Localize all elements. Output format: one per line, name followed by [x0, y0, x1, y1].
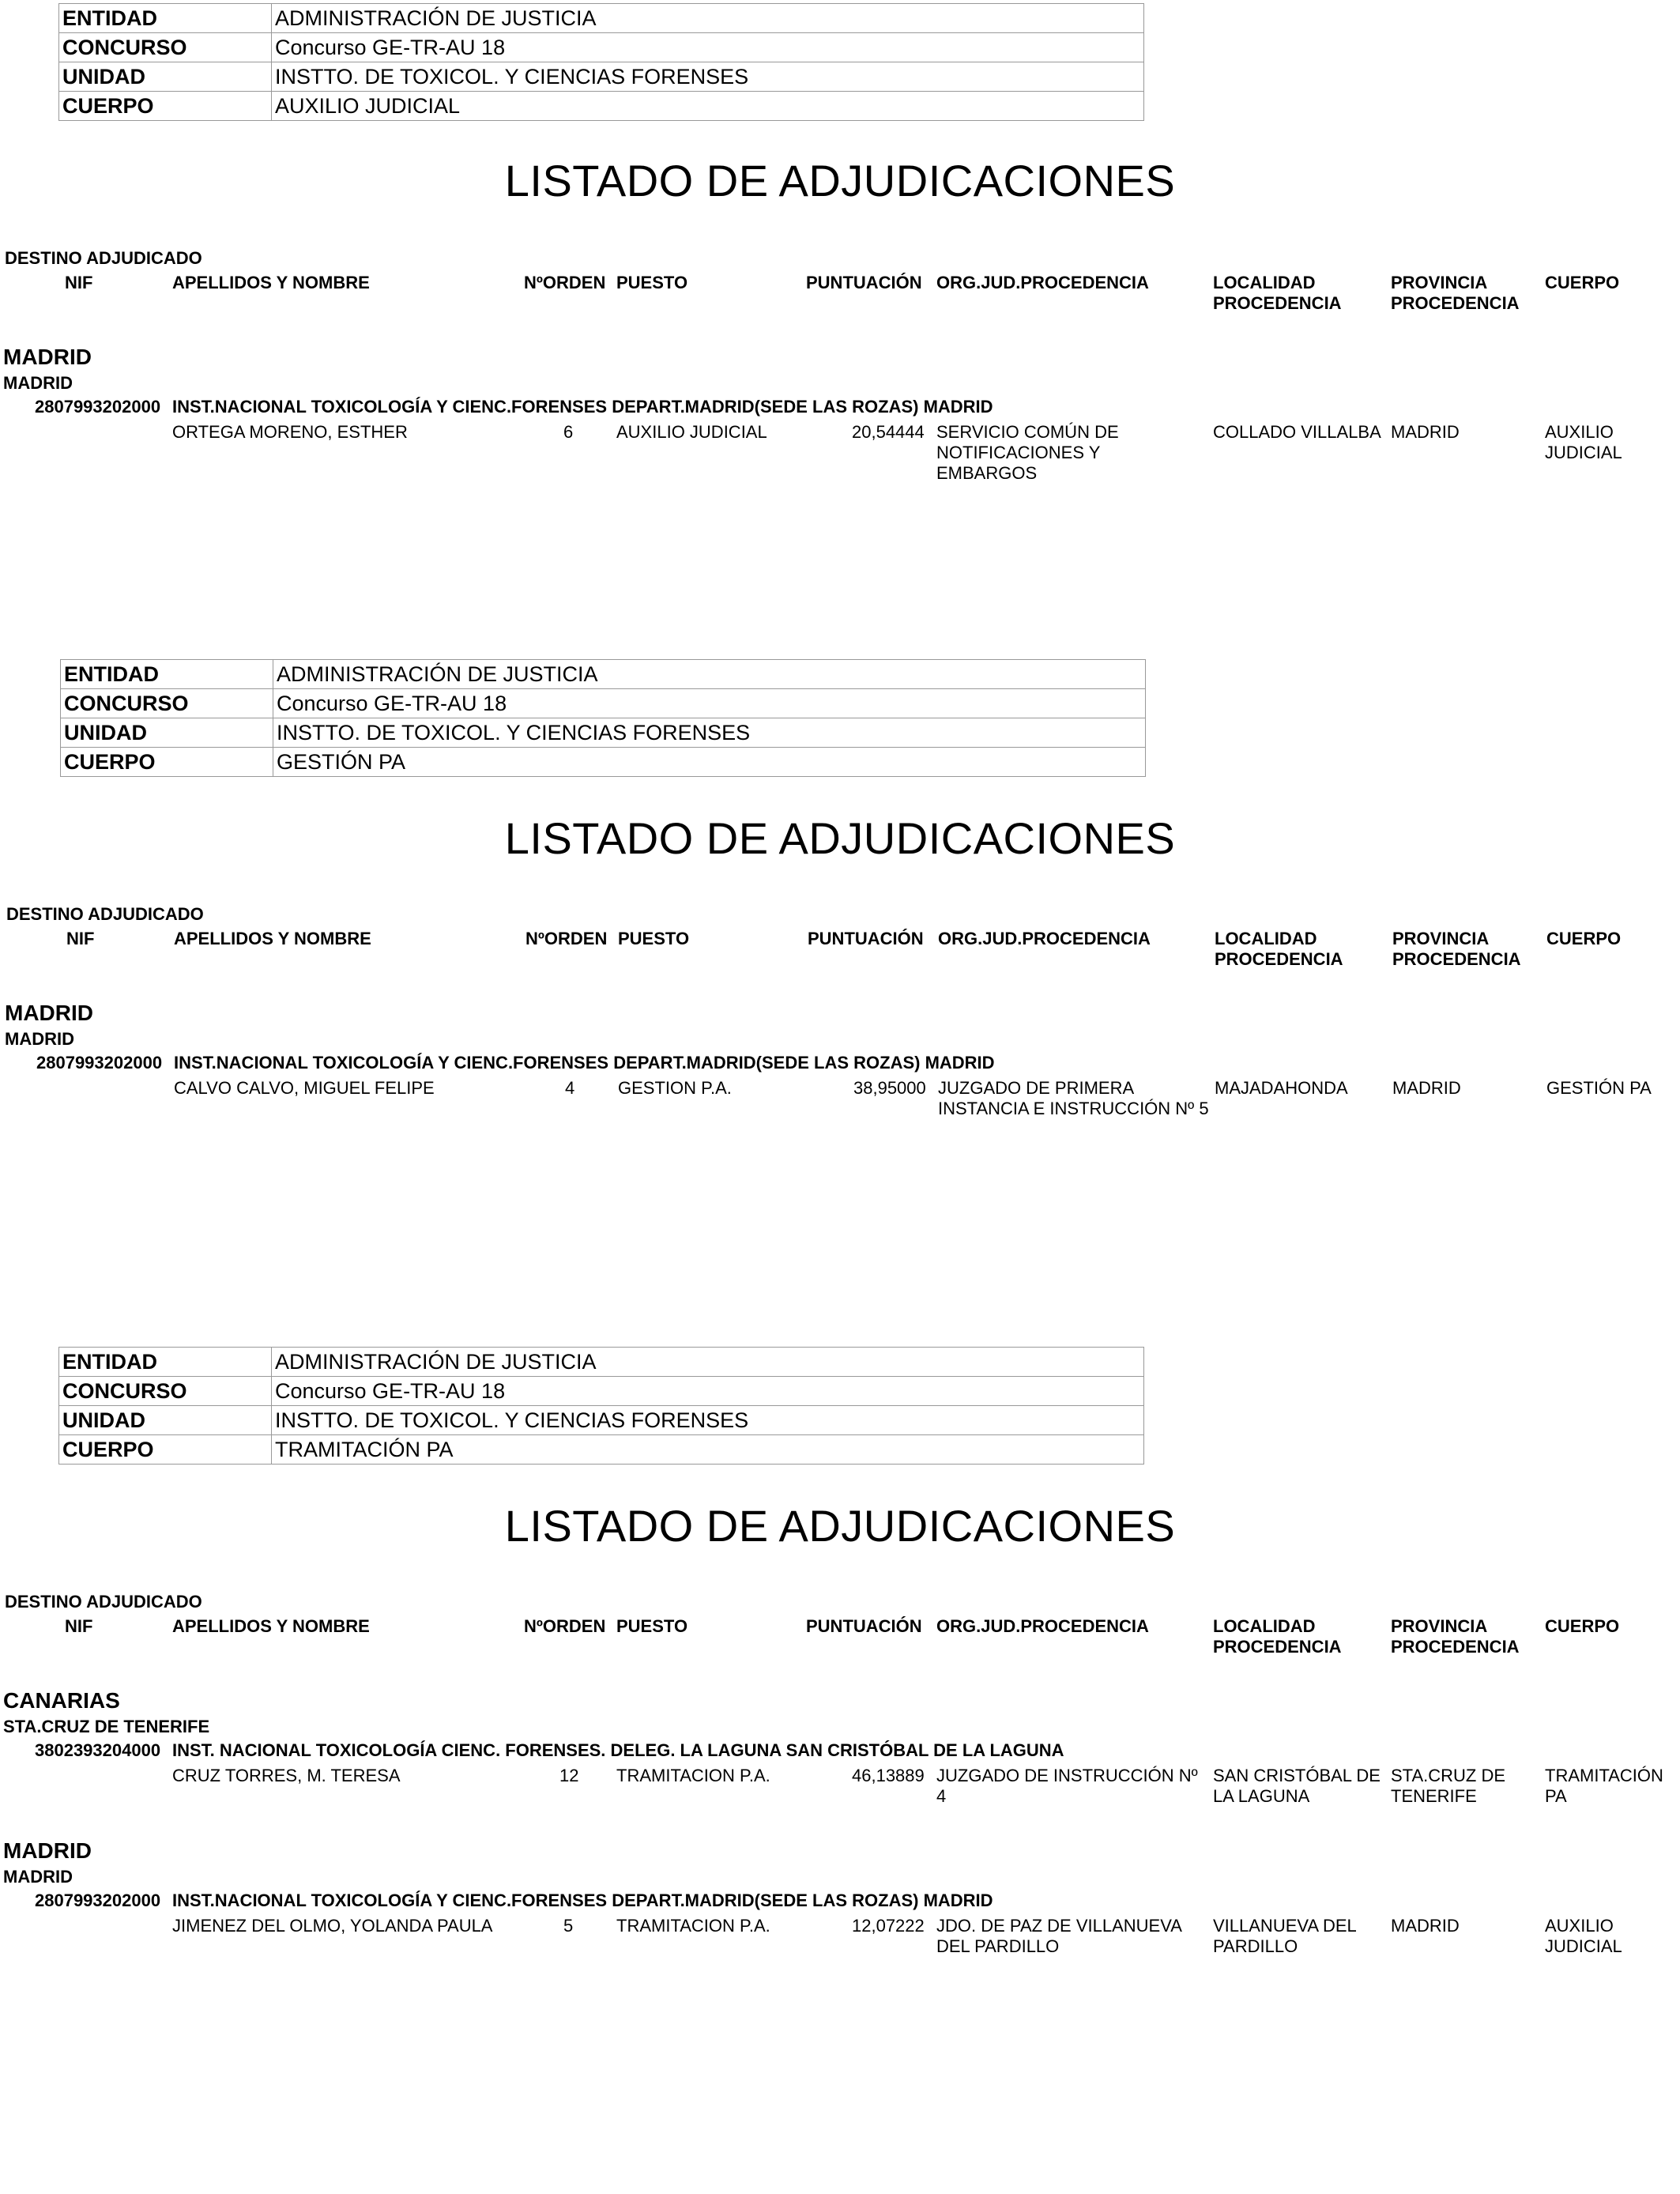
- row-puntuacion: 46,13889: [852, 1766, 925, 1785]
- page-title: LISTADO DE ADJUDICACIONES: [504, 1501, 1176, 1551]
- destino-code: 2807993202000: [35, 1891, 161, 1910]
- col-apellidos: APELLIDOS Y NOMBRE: [172, 273, 370, 292]
- col-cuerpo: CUERPO: [1545, 273, 1620, 292]
- region-heading: MADRID: [3, 1838, 92, 1863]
- destino-code: 2807993202000: [36, 1053, 163, 1072]
- col-provincia: [1391, 273, 1520, 314]
- entidad-label: ENTIDAD: [59, 4, 272, 33]
- destino-label: DESTINO ADJUDICADO: [5, 1592, 202, 1612]
- col-cuerpo: CUERPO: [1546, 929, 1622, 948]
- region-heading: MADRID: [5, 1001, 93, 1025]
- col-localidad: [1213, 1616, 1342, 1657]
- region-heading: CANARIAS: [3, 1688, 120, 1713]
- col-puesto: PUESTO: [616, 1616, 688, 1636]
- unidad-value: INSTTO. DE TOXICOL. Y CIENCIAS FORENSES: [273, 718, 1146, 748]
- row-orgjud: SERVICIO COMÚN DE NOTIFICACIONES Y EMBARGOS: [936, 422, 1119, 483]
- concurso-value: Concurso GE-TR-AU 18: [272, 33, 1144, 62]
- col-localidad-l1: LOCALIDAD: [1215, 929, 1317, 948]
- cuerpo-label: CUERPO: [59, 92, 272, 121]
- row-nombre: ORTEGA MORENO, ESTHER: [172, 422, 408, 442]
- col-provincia-l2: PROCEDENCIA: [1391, 293, 1520, 313]
- row-localidad: SAN CRISTÓBAL DE LA LAGUNA: [1213, 1766, 1381, 1806]
- concurso-label: CONCURSO: [59, 1377, 272, 1406]
- col-puntuacion: PUNTUACIÓN: [806, 273, 922, 292]
- concurso-value: Concurso GE-TR-AU 18: [272, 1377, 1144, 1406]
- entidad-value: ADMINISTRACIÓN DE JUSTICIA: [272, 1348, 1144, 1377]
- cuerpo-value: AUXILIO JUDICIAL: [272, 92, 1144, 121]
- row-puntuacion: 38,95000: [853, 1078, 926, 1098]
- row-provincia: MADRID: [1392, 1078, 1461, 1098]
- destino-code: 2807993202000: [35, 397, 161, 417]
- col-orden: NºORDEN: [525, 929, 608, 948]
- entidad-label: ENTIDAD: [59, 1348, 272, 1377]
- row-puesto: AUXILIO JUDICIAL: [616, 422, 767, 442]
- province-heading: MADRID: [3, 1867, 73, 1887]
- col-orgjud: ORG.JUD.PROCEDENCIA: [938, 929, 1151, 948]
- destino-name: INST.NACIONAL TOXICOLOGÍA Y CIENC.FORENSES DEPART.MADRID(SEDE LAS ROZAS) MADRID: [172, 1891, 993, 1910]
- col-orden: NºORDEN: [524, 273, 606, 292]
- region-heading: MADRID: [3, 345, 92, 369]
- row-cuerpo: AUXILIO JUDICIAL: [1545, 422, 1622, 462]
- col-localidad: [1213, 273, 1342, 314]
- col-orden: NºORDEN: [524, 1616, 606, 1636]
- province-heading: STA.CRUZ DE TENERIFE: [3, 1717, 210, 1736]
- col-localidad-l2: PROCEDENCIA: [1213, 293, 1342, 313]
- destino-name: INST.NACIONAL TOXICOLOGÍA Y CIENC.FORENSES DEPART.MADRID(SEDE LAS ROZAS) MADRID: [172, 397, 993, 417]
- row-cuerpo: AUXILIO JUDICIAL: [1545, 1916, 1622, 1956]
- destino-name: INST.NACIONAL TOXICOLOGÍA Y CIENC.FORENSES DEPART.MADRID(SEDE LAS ROZAS) MADRID: [174, 1053, 995, 1072]
- col-localidad-l2: PROCEDENCIA: [1215, 949, 1343, 969]
- destino-code: 3802393204000: [35, 1740, 161, 1760]
- col-puntuacion: PUNTUACIÓN: [806, 1616, 922, 1636]
- col-puesto: PUESTO: [618, 929, 690, 948]
- col-localidad-l1: LOCALIDAD: [1213, 273, 1316, 292]
- row-cuerpo: TRAMITACIÓN PA: [1545, 1766, 1663, 1806]
- col-provincia-l2: PROCEDENCIA: [1392, 949, 1521, 969]
- row-puntuacion: 12,07222: [852, 1916, 925, 1936]
- col-nif: NIF: [65, 273, 93, 292]
- unidad-label: UNIDAD: [59, 62, 272, 92]
- section-gestion: [0, 659, 1680, 1355]
- concurso-value: Concurso GE-TR-AU 18: [273, 689, 1146, 718]
- col-puntuacion: PUNTUACIÓN: [808, 929, 924, 948]
- col-orgjud: ORG.JUD.PROCEDENCIA: [936, 1616, 1149, 1636]
- row-nombre: JIMENEZ DEL OLMO, YOLANDA PAULA: [172, 1916, 493, 1936]
- col-provincia-l1: PROVINCIA: [1391, 1616, 1488, 1636]
- unidad-value: INSTTO. DE TOXICOL. Y CIENCIAS FORENSES: [272, 62, 1144, 92]
- col-orgjud: ORG.JUD.PROCEDENCIA: [936, 273, 1149, 292]
- page-title: LISTADO DE ADJUDICACIONES: [504, 813, 1176, 863]
- row-localidad: MAJADAHONDA: [1215, 1078, 1348, 1098]
- row-nombre: CALVO CALVO, MIGUEL FELIPE: [174, 1078, 435, 1098]
- col-apellidos: APELLIDOS Y NOMBRE: [172, 1616, 370, 1636]
- col-localidad-l1: LOCALIDAD: [1213, 1616, 1316, 1636]
- cuerpo-value: GESTIÓN PA: [273, 748, 1146, 777]
- col-apellidos: APELLIDOS Y NOMBRE: [174, 929, 371, 948]
- page-title: LISTADO DE ADJUDICACIONES: [504, 156, 1176, 205]
- row-orden: 5: [563, 1916, 574, 1936]
- col-provincia-l2: PROCEDENCIA: [1391, 1637, 1520, 1657]
- entidad-label: ENTIDAD: [61, 660, 273, 689]
- row-orgjud: JUZGADO DE PRIMERA INSTANCIA E INSTRUCCIÓN Nº 5: [938, 1078, 1209, 1118]
- col-provincia: [1392, 929, 1521, 970]
- row-provincia: MADRID: [1391, 1916, 1460, 1936]
- row-orgjud: JDO. DE PAZ DE VILLANUEVA DEL PARDILLO: [936, 1916, 1181, 1956]
- row-cuerpo: GESTIÓN PA: [1546, 1078, 1652, 1098]
- row-orden: 6: [563, 422, 574, 442]
- province-heading: MADRID: [5, 1029, 74, 1049]
- col-provincia-l1: PROVINCIA: [1391, 273, 1488, 292]
- row-orden: 12: [559, 1766, 579, 1785]
- row-puesto: TRAMITACION P.A.: [616, 1916, 770, 1936]
- row-orgjud: JUZGADO DE INSTRUCCIÓN Nº 4: [936, 1766, 1198, 1806]
- col-provincia-l1: PROVINCIA: [1392, 929, 1490, 948]
- col-puesto: PUESTO: [616, 273, 688, 292]
- entidad-value: ADMINISTRACIÓN DE JUSTICIA: [272, 4, 1144, 33]
- cuerpo-label: CUERPO: [59, 1435, 272, 1465]
- concurso-label: CONCURSO: [59, 33, 272, 62]
- row-puntuacion: 20,54444: [852, 422, 925, 442]
- section-tramitacion: [0, 1347, 1680, 2194]
- destino-label: DESTINO ADJUDICADO: [6, 904, 204, 924]
- info-table: [58, 1347, 1144, 1465]
- col-localidad: [1215, 929, 1343, 970]
- row-provincia: STA.CRUZ DE TENERIFE: [1391, 1766, 1506, 1806]
- row-nombre: CRUZ TORRES, M. TERESA: [172, 1766, 401, 1785]
- row-puesto: TRAMITACION P.A.: [616, 1766, 770, 1785]
- info-table: [58, 3, 1144, 121]
- row-localidad: VILLANUEVA DEL PARDILLO: [1213, 1916, 1356, 1956]
- unidad-value: INSTTO. DE TOXICOL. Y CIENCIAS FORENSES: [272, 1406, 1144, 1435]
- col-cuerpo: CUERPO: [1545, 1616, 1620, 1636]
- destino-name: INST. NACIONAL TOXICOLOGÍA CIENC. FORENSES. DELEG. LA LAGUNA SAN CRISTÓBAL DE LA LAGUNA: [172, 1740, 1064, 1760]
- row-orden: 4: [565, 1078, 575, 1098]
- col-provincia: [1391, 1616, 1520, 1657]
- col-localidad-l2: PROCEDENCIA: [1213, 1637, 1342, 1657]
- unidad-label: UNIDAD: [59, 1406, 272, 1435]
- col-nif: NIF: [65, 1616, 93, 1636]
- col-nif: NIF: [66, 929, 95, 948]
- entidad-value: ADMINISTRACIÓN DE JUSTICIA: [273, 660, 1146, 689]
- cuerpo-value: TRAMITACIÓN PA: [272, 1435, 1144, 1465]
- row-localidad: COLLADO VILLALBA: [1213, 422, 1381, 442]
- cuerpo-label: CUERPO: [61, 748, 273, 777]
- section-auxilio: [0, 0, 1680, 696]
- row-provincia: MADRID: [1391, 422, 1460, 442]
- row-puesto: GESTION P.A.: [618, 1078, 732, 1098]
- concurso-label: CONCURSO: [61, 689, 273, 718]
- province-heading: MADRID: [3, 373, 73, 393]
- destino-label: DESTINO ADJUDICADO: [5, 248, 202, 268]
- unidad-label: UNIDAD: [61, 718, 273, 748]
- info-table: [60, 659, 1146, 777]
